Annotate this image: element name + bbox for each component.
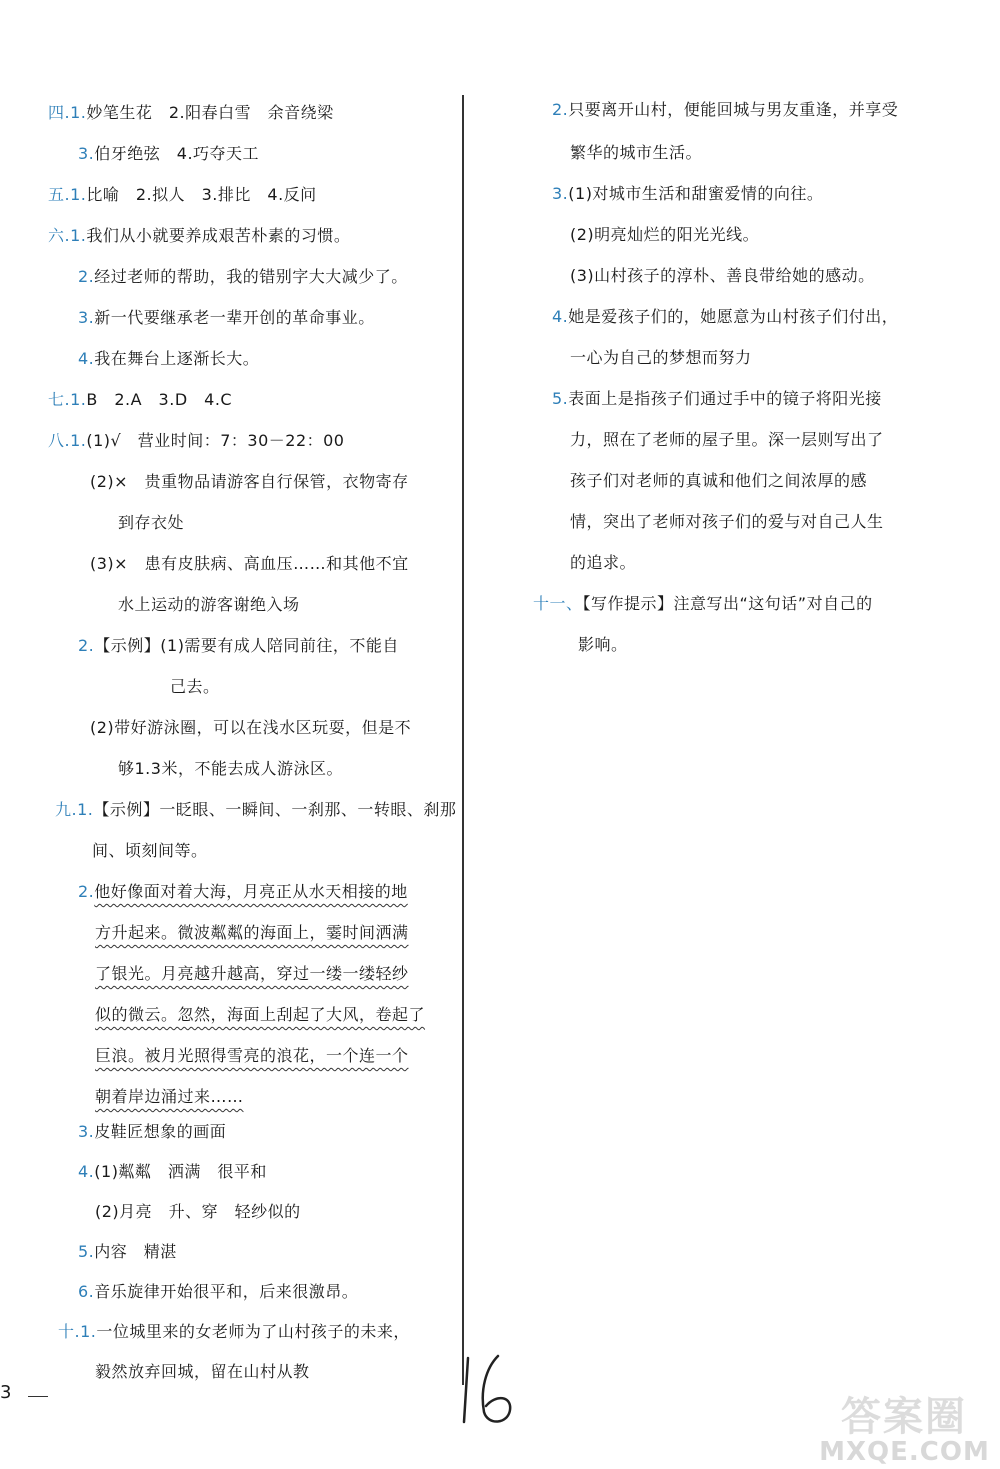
answer-line — [552, 99, 898, 121]
answer-line — [48, 184, 317, 206]
question-number: 3. — [78, 308, 95, 327]
answer-text: B 2.A 3.D 4.C — [86, 390, 233, 409]
answer-text: 一位城里来的女老师为了山村孩子的未来， — [96, 1322, 410, 1341]
answer-line — [95, 922, 409, 944]
answer-text: 一心为自己的梦想而努力 — [570, 348, 752, 367]
answer-text: 方升起来。微波粼粼的海面上，霎时间洒满 — [95, 923, 409, 942]
answer-text: 己去。 — [170, 677, 220, 696]
question-number: 3. — [552, 184, 569, 203]
question-number: 4. — [78, 1162, 95, 1181]
answer-line — [95, 963, 409, 985]
answer-line — [533, 593, 873, 615]
answer-line — [552, 388, 882, 410]
answer-line — [78, 348, 259, 370]
answer-line — [570, 347, 752, 369]
answer-text: 比喻 2.拟人 3.排比 4.反问 — [86, 185, 317, 204]
answer-line — [170, 676, 220, 698]
answer-line — [78, 1281, 358, 1303]
answer-text: 【示例】(1)需要有成人陪同前往，不能自 — [94, 636, 399, 655]
question-number: 5. — [552, 389, 569, 408]
answer-line — [48, 225, 350, 247]
answer-line — [118, 758, 343, 780]
answer-text: 只要离开山村，便能回城与男友重逢，并享受 — [568, 100, 899, 119]
answer-line — [48, 102, 334, 124]
answer-text: 【示例】一眨眼、一瞬间、一刹那、一转眼、刹那 — [93, 800, 457, 819]
answer-line — [92, 840, 208, 862]
answer-line — [95, 1045, 409, 1067]
answer-text: 影响。 — [578, 635, 628, 654]
answer-text: 【写作提示】注意写出“这句话”对自己的 — [582, 594, 873, 613]
answer-text: 皮鞋匠想象的画面 — [94, 1122, 227, 1141]
answer-line — [570, 265, 875, 287]
answer-text: 经过老师的帮助，我的错别字大大减少了。 — [94, 267, 408, 286]
answer-text: 间、顷刻间等。 — [92, 841, 208, 860]
answer-text: 表面上是指孩子们通过手中的镜子将阳光接 — [568, 389, 882, 408]
watermark-glyphs: 答案圈 — [841, 1394, 967, 1440]
answer-text: (1)对城市生活和甜蜜爱情的向往。 — [568, 184, 824, 203]
handwritten-page-number — [450, 1350, 520, 1430]
answer-line — [48, 430, 344, 452]
answer-text: (3)× 患有皮肤病、高血压……和其他不宜 — [90, 554, 409, 573]
page-number: 3 — [0, 1382, 12, 1403]
answer-text: (3)山村孩子的淳朴、善良带给她的感动。 — [570, 266, 875, 285]
answer-line — [95, 1201, 301, 1223]
answer-line — [570, 224, 759, 246]
answer-text: 力，照在了老师的屋子里。深一层则写出了 — [570, 430, 884, 449]
answer-line — [552, 183, 823, 205]
answer-text: (2)月亮 升、穿 轻纱似的 — [95, 1202, 301, 1221]
question-number: 4. — [78, 349, 95, 368]
answer-text: 我在舞台上逐渐长大。 — [94, 349, 260, 368]
answer-line — [78, 307, 375, 329]
answer-line — [90, 717, 411, 739]
answer-text: 的追求。 — [570, 553, 637, 572]
question-number: 2. — [552, 100, 569, 119]
answer-line — [78, 266, 408, 288]
column-divider — [462, 95, 464, 1385]
answer-line — [578, 634, 628, 656]
answer-text: (2)带好游泳圈，可以在浅水区玩耍，但是不 — [90, 718, 412, 737]
answer-text: 似的微云。忽然，海面上刮起了大风，卷起了 — [95, 1005, 426, 1024]
answer-text: (1)粼粼 洒满 很平和 — [94, 1162, 267, 1181]
watermark-logo — [812, 1385, 997, 1469]
answer-text: 到存衣处 — [118, 513, 185, 532]
answer-line — [78, 143, 259, 165]
answer-line — [78, 635, 399, 657]
answer-text: 毅然放弃回城，留在山村从教 — [95, 1362, 310, 1381]
answer-text: 她是爱孩子们的，她愿意为山村孩子们付出， — [568, 307, 899, 326]
answer-text: 音乐旋律开始很平和，后来很激昂。 — [94, 1282, 359, 1301]
question-number: 4. — [552, 307, 569, 326]
question-number: 十.1. — [58, 1322, 97, 1341]
answer-line — [570, 470, 867, 492]
answer-text: 我们从小就要养成艰苦朴素的习惯。 — [86, 226, 351, 245]
answer-line — [48, 389, 232, 411]
answer-text: 妙笔生花 2.阳春白雪 余音绕梁 — [86, 103, 334, 122]
answer-text: (1)√ 营业时间：7：30－22：00 — [86, 431, 345, 450]
answer-text: (2)× 贵重物品请游客自行保管，衣物寄存 — [90, 472, 409, 491]
question-number: 四.1. — [48, 103, 87, 122]
answer-line — [90, 553, 409, 575]
watermark-url: MXQE.COM — [819, 1437, 990, 1467]
answer-text: (2)明亮灿烂的阳光光线。 — [570, 225, 760, 244]
answer-line — [570, 511, 884, 533]
answer-line — [95, 1004, 425, 1026]
answer-line — [118, 512, 184, 534]
page-number-dash — [28, 1396, 48, 1397]
answer-line — [95, 1361, 310, 1383]
answer-line — [570, 142, 702, 164]
question-number: 2. — [78, 267, 95, 286]
answer-text: 新一代要继承老一辈开创的革命事业。 — [94, 308, 375, 327]
answer-line — [570, 429, 884, 451]
answer-line — [78, 1121, 226, 1143]
answer-line — [95, 1086, 244, 1108]
answer-line — [78, 1241, 177, 1263]
answer-text: 朝着岸边涌过来…… — [95, 1087, 244, 1106]
question-number: 六.1. — [48, 226, 87, 245]
answer-line — [570, 552, 636, 574]
answer-text: 了银光。月亮越升越高，穿过一缕一缕轻纱 — [95, 964, 409, 983]
question-number: 2. — [78, 882, 95, 901]
answer-text: 够1.3米，不能去成人游泳区。 — [118, 759, 343, 778]
answer-text: 内容 精湛 — [94, 1242, 177, 1261]
answer-text: 情，突出了老师对孩子们的爱与对自己人生 — [570, 512, 884, 531]
question-number: 3. — [78, 144, 95, 163]
answer-text: 巨浪。被月光照得雪亮的浪花，一个连一个 — [95, 1046, 409, 1065]
answer-line — [90, 471, 409, 493]
question-number: 五.1. — [48, 185, 87, 204]
question-number: 6. — [78, 1282, 95, 1301]
answer-line — [552, 306, 898, 328]
answer-text: 水上运动的游客谢绝入场 — [118, 595, 300, 614]
answer-line — [78, 1161, 267, 1183]
question-number: 八.1. — [48, 431, 87, 450]
answer-text: 繁华的城市生活。 — [570, 143, 703, 162]
answer-text: 他好像面对着大海，月亮正从水天相接的地 — [94, 882, 408, 901]
answer-line — [78, 881, 408, 903]
question-number: 3. — [78, 1122, 95, 1141]
question-number: 2. — [78, 636, 95, 655]
answer-line — [58, 1321, 410, 1343]
question-number: 5. — [78, 1242, 95, 1261]
question-number: 十一、 — [533, 594, 583, 613]
answer-line — [118, 594, 300, 616]
answer-line — [55, 799, 456, 821]
answer-text: 孩子们对老师的真诚和他们之间浓厚的感 — [570, 471, 868, 490]
question-number: 七.1. — [48, 390, 87, 409]
question-number: 九.1. — [55, 800, 94, 819]
answer-text: 伯牙绝弦 4.巧夺天工 — [94, 144, 260, 163]
